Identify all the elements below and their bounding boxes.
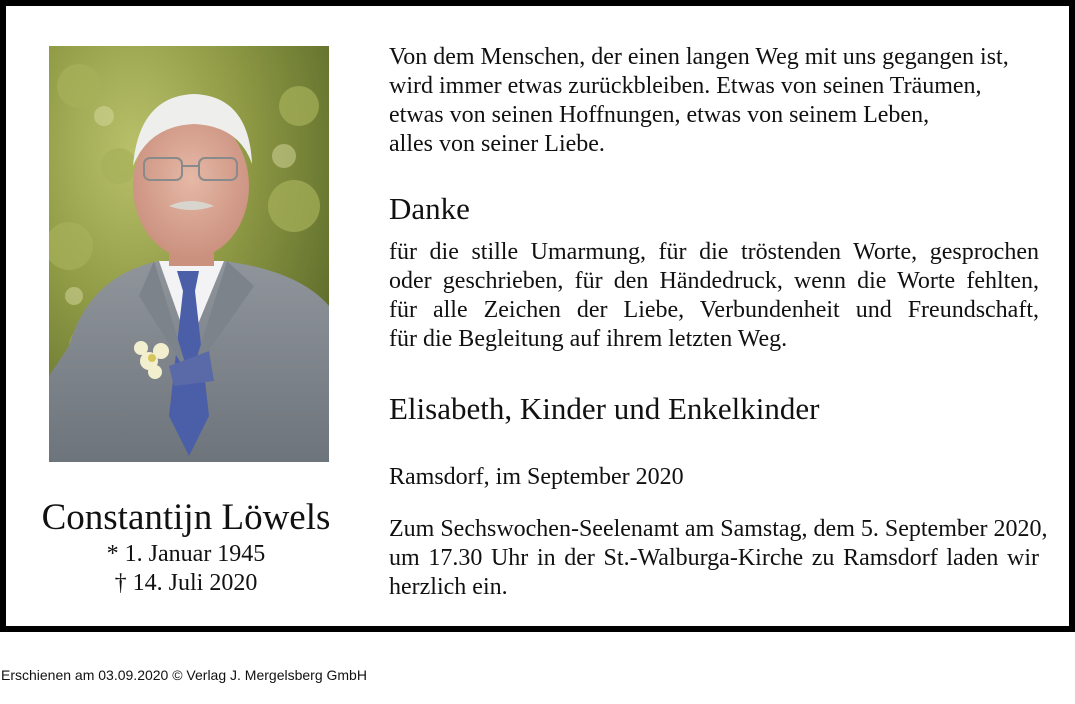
thanks-line: für alle Zeichen der Liebe, Verbundenheit und Freundschaft, — [389, 297, 1039, 323]
portrait-photo — [49, 46, 329, 462]
deceased-name: Constantijn Löwels — [41, 497, 331, 538]
quote-line: alles von seiner Liebe. — [389, 131, 605, 157]
family-signature: Elisabeth, Kinder und Enkelkinder — [389, 391, 820, 426]
quote-line: wird immer etwas zurückbleiben. Etwas von seinen Träumen, — [389, 73, 982, 99]
notice-line: um 17.30 Uhr in der St.-Walburga-Kirche zu Ramsdorf laden wir — [389, 545, 1039, 571]
thanks-line: für die stille Umarmung, für die tröstenden Worte, gesprochen — [389, 239, 1039, 265]
quote-line: etwas von seinen Hoffnungen, etwas von seinem Leben, — [389, 102, 930, 128]
death-date: † 14. Juli 2020 — [114, 570, 258, 596]
service-notice — [389, 515, 1048, 602]
thanks-line: oder geschrieben, für den Händedruck, wenn die Worte fehlten, — [389, 268, 1039, 294]
place-date: Ramsdorf, im September 2020 — [389, 464, 684, 490]
notice-line: Zum Sechswochen-Seelenamt am Samstag, dem 5. September 2020, — [389, 516, 1048, 542]
publication-footer: Erschienen am 03.09.2020 © Verlag J. Mergelsberg GmbH — [1, 667, 367, 683]
thanks-heading: Danke — [389, 191, 470, 226]
birth-date: * 1. Januar 1945 — [106, 541, 266, 567]
thanks-text — [389, 238, 1039, 354]
thanks-line: für die Begleitung auf ihrem letzten Weg. — [389, 326, 788, 352]
memorial-quote — [389, 43, 1039, 159]
quote-line: Von dem Menschen, der einen langen Weg mit uns gegangen ist, — [389, 44, 1009, 70]
notice-line: herzlich ein. — [389, 574, 508, 600]
